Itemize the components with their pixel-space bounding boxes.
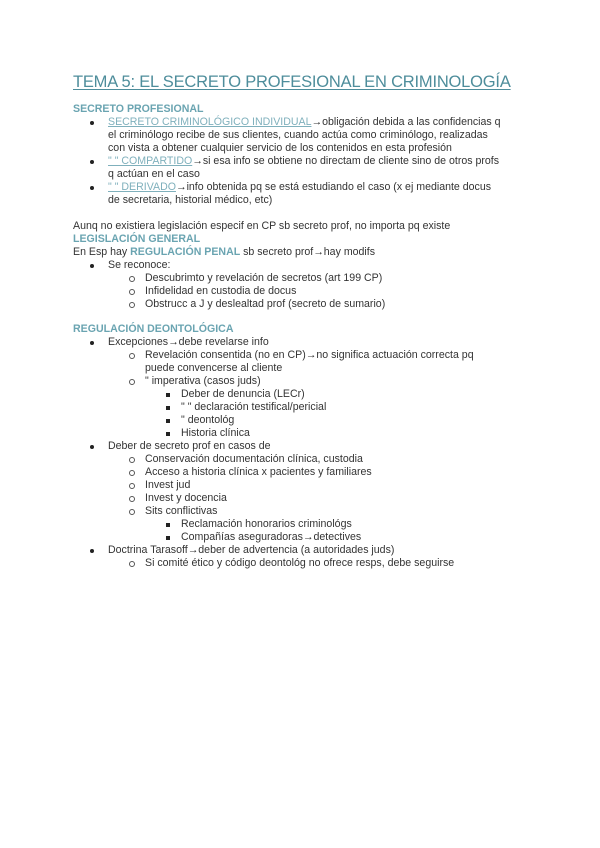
- item-text: →si esa info se obtiene no directam de cliente sino de otros profs: [192, 155, 500, 167]
- paragraph: [73, 246, 375, 259]
- circle-bullet-icon: [129, 496, 135, 502]
- list-item: [108, 181, 491, 194]
- list-item: Infidelidad en custodia de docus: [145, 285, 297, 297]
- heading-secreto-profesional: SECRETO PROFESIONAL: [73, 103, 204, 115]
- list-item: Se reconoce:: [108, 259, 171, 271]
- square-bullet-icon: [166, 523, 170, 527]
- item-continuation: de secretaria, historial médico, etc): [108, 194, 273, 206]
- list-item: " imperativa (casos juds): [145, 375, 261, 387]
- list-item: Acceso a historia clínica x pacientes y familiares: [145, 466, 372, 478]
- list-item: Reclamación honorarios criminológs: [181, 518, 352, 530]
- list-item: [108, 155, 499, 168]
- square-bullet-icon: [166, 393, 170, 397]
- bullet-icon: [90, 186, 94, 190]
- list-item: " deontológ: [181, 414, 235, 426]
- circle-bullet-icon: [129, 276, 135, 282]
- heading-regulacion-deontologica: REGULACIÓN DEONTOLÓGICA: [73, 323, 234, 335]
- item-continuation: con vista a obtener cualquier servicio de los contenidos en esta profesión: [108, 142, 452, 154]
- text: En Esp hay: [73, 246, 131, 258]
- link-compartido[interactable]: " " COMPARTIDO: [108, 155, 193, 167]
- link-derivado[interactable]: " " DERIVADO: [108, 181, 176, 193]
- list-item: Revelación consentida (no en CP)→no significa actuación correcta pq: [145, 349, 474, 361]
- list-item: Descubrimto y revelación de secretos (art 199 CP): [145, 272, 383, 284]
- square-bullet-icon: [166, 406, 170, 410]
- item-continuation: puede convencerse al cliente: [145, 362, 283, 374]
- list-item: Obstrucc a J y deslealtad prof (secreto de sumario): [145, 298, 386, 310]
- bullet-icon: [90, 341, 94, 345]
- list-item: Historia clínica: [181, 427, 250, 439]
- text: sb secreto prof→hay modifs: [240, 246, 376, 258]
- bullet-icon: [90, 549, 94, 553]
- square-bullet-icon: [166, 536, 170, 540]
- bullet-icon: [90, 264, 94, 268]
- paragraph: Aunq no existiera legislación especif en CP sb secreto prof, no importa pq existe: [73, 220, 451, 232]
- list-item: Excepciones→debe revelarse info: [108, 336, 269, 348]
- circle-bullet-icon: [129, 561, 135, 567]
- list-item: [108, 116, 501, 129]
- circle-bullet-icon: [129, 470, 135, 476]
- circle-bullet-icon: [129, 457, 135, 463]
- bullet-icon: [90, 121, 94, 125]
- list-item: Compañías aseguradoras→detectives: [181, 531, 362, 543]
- square-bullet-icon: [166, 432, 170, 436]
- list-item: " " declaración testifical/pericial: [181, 401, 327, 413]
- list-item: Sits conflictivas: [145, 505, 218, 517]
- item-continuation: el criminólogo recibe de sus clientes, cuando actúa como criminólogo, realizadas: [108, 129, 488, 141]
- circle-bullet-icon: [129, 509, 135, 515]
- item-text: →info obtenida pq se está estudiando el caso (x ej mediante docus: [175, 181, 492, 193]
- circle-bullet-icon: [129, 483, 135, 489]
- highlight-regulacion-penal: REGULACIÓN PENAL: [130, 246, 241, 258]
- bullet-icon: [90, 160, 94, 164]
- heading-legislacion-general: LEGISLACIÓN GENERAL: [73, 233, 201, 245]
- list-item: Si comité ético y código deontológ no ofrece resps, debe seguirse: [145, 557, 455, 569]
- circle-bullet-icon: [129, 379, 135, 385]
- circle-bullet-icon: [129, 302, 135, 308]
- page-title: TEMA 5: EL SECRETO PROFESIONAL EN CRIMINOLOGÍA: [73, 73, 511, 91]
- item-continuation: q actúan en el caso: [108, 168, 200, 180]
- circle-bullet-icon: [129, 353, 135, 359]
- list-item: Conservación documentación clínica, custodia: [145, 453, 363, 465]
- list-item: Doctrina Tarasoff→deber de advertencia (a autoridades juds): [108, 544, 395, 556]
- bullet-icon: [90, 445, 94, 449]
- list-item: Deber de secreto prof en casos de: [108, 440, 271, 452]
- list-item: Deber de denuncia (LECr): [181, 388, 305, 400]
- list-item: Invest jud: [145, 479, 191, 491]
- circle-bullet-icon: [129, 289, 135, 295]
- link-secreto-individual[interactable]: SECRETO CRIMINOLÓGICO INDIVIDUAL: [108, 116, 312, 128]
- square-bullet-icon: [166, 419, 170, 423]
- list-item: Invest y docencia: [145, 492, 227, 504]
- item-text: →obligación debida a las confidencias q: [311, 116, 501, 128]
